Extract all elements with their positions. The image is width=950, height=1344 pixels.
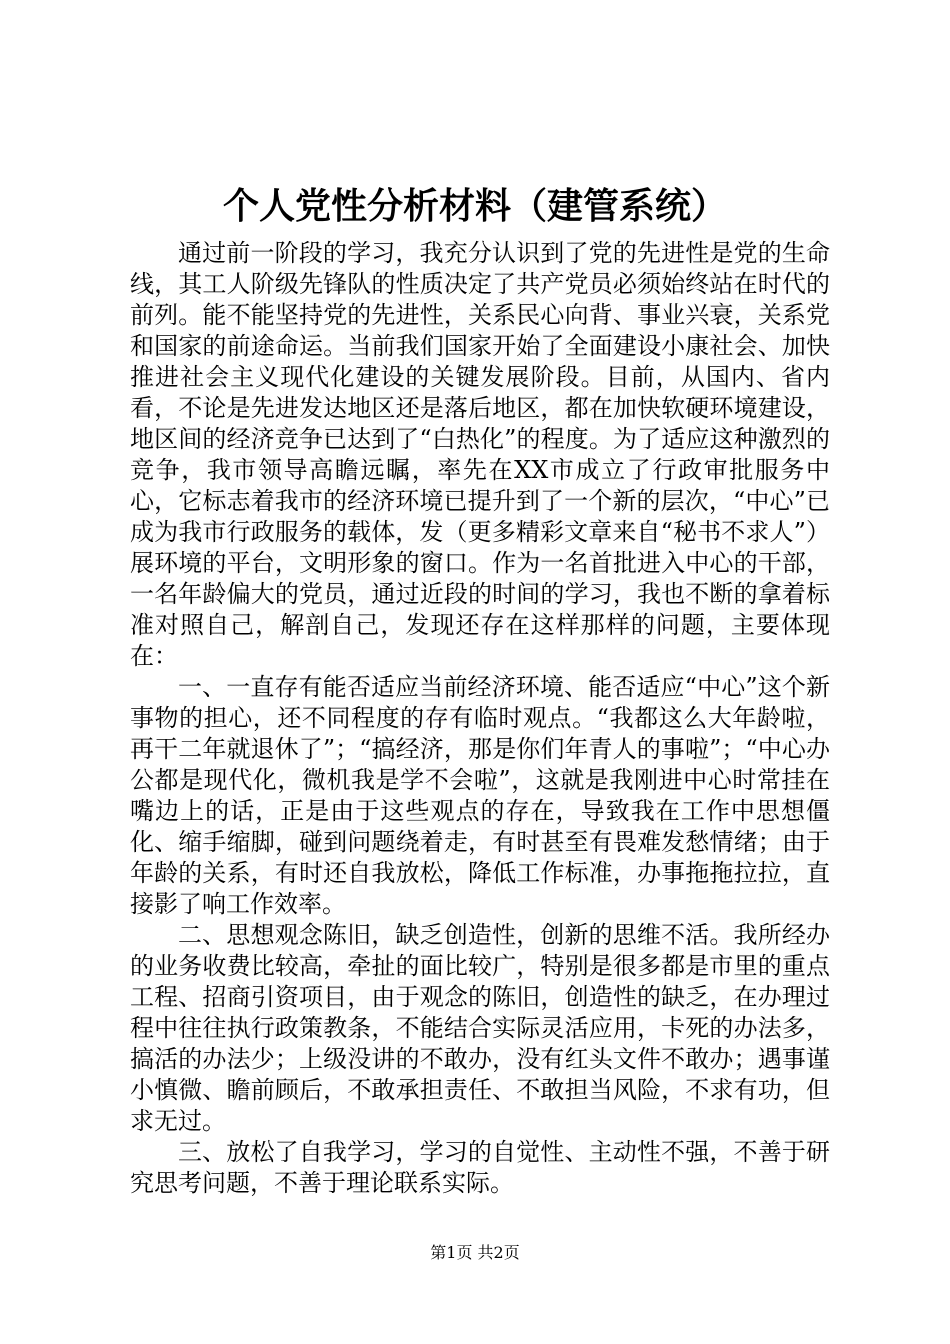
page-number-footer: 第1页 共2页 [430, 1243, 520, 1262]
paragraph-intro: 通过前一阶段的学习，我充分认识到了党的先进性是党的生命线，其工人阶级先锋队的性质决定了共产党员必须始终站在时代的前列。能不能坚持党的先进性，关系民心向背、事业兴衰，关系党和国家的前途命运。当前我们国家开始了全面建设小康社会、加快推进社会主义现代化建设的关键发展阶段。目前，从国内、省内看，不论是先进发达地区还是落后地区，都在加快软硬环境建设，地区间的经济竞争已达到了“白热化”的程度。为了适应这种激烈的竞争，我市领导高瞻远瞩，率先在XX市成立了行政审批服务中心，它标志着我市的经济环境已提升到了一个新的层次，“中心”已成为我市行政服务的载体，发（更多精彩文章来自“秘书不求人”）展环境的平台，文明形象的窗口。作为一名首批进入中心的干部，一名年龄偏大的党员，通过近段的时间的学习，我也不断的拿着标准对照自己，解剖自己，发现还存在这样那样的问题，主要体现在： [130, 239, 830, 670]
paragraph-point-3: 三、放松了自我学习，学习的自觉性、主动性不强，不善于研究思考问题，不善于理论联系实际。 [130, 1138, 830, 1197]
document-title: 个人党性分析材料（建管系统） [222, 185, 727, 227]
paragraph-point-1: 一、一直存有能否适应当前经济环境、能否适应“中心”这个新事物的担心，还不同程度的存有临时观点。“我都这么大年龄啦，再干二年就退休了”；“搞经济，那是你们年青人的事啦”；“中心办公都是现代化，微机我是学不会啦”，这就是我刚进中心时常挂在嘴边上的话，正是由于这些观点的存在，导致我在工作中思想僵化、缩手缩脚，碰到问题绕着走，有时甚至有畏难发愁情绪；由于年龄的关系，有时还自我放松，降低工作标准，办事拖拖拉拉，直接影了响工作效率。 [130, 673, 830, 918]
document-body [130, 238, 830, 1199]
paragraph-point-2: 二、思想观念陈旧，缺乏创造性，创新的思维不活。我所经办的业务收费比较高，牵扯的面比较广，特别是很多都是市里的重点工程、招商引资项目，由于观念的陈旧，创造性的缺乏，在办理过程中往往执行政策教条，不能结合实际灵活应用，卡死的办法多，搞活的办法少；上级没讲的不敢办，没有红头文件不敢办；遇事谨小慎微、瞻前顾后，不敢承担责任、不敢担当风险，不求有功，但求无过。 [130, 921, 830, 1135]
